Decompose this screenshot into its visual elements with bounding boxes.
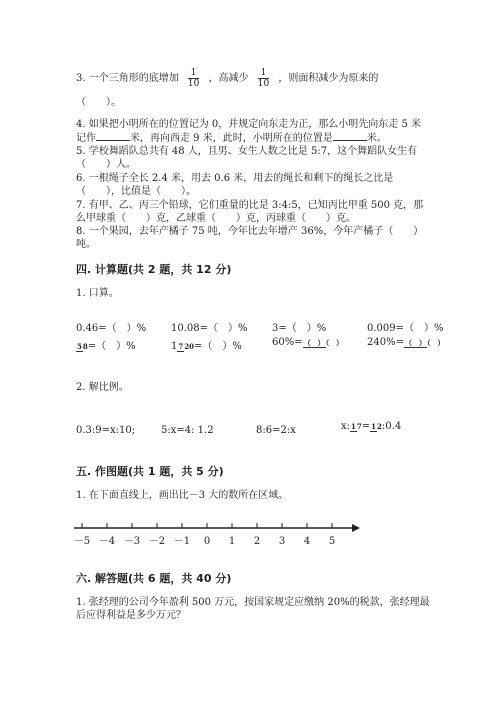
tick-label: 5	[328, 536, 336, 547]
tick-label: －4	[98, 536, 116, 547]
tick-label: －2	[148, 536, 166, 547]
q8-line-2: 吨。	[76, 239, 96, 250]
oral-calc-fraction-2: 1720=（ ）%	[171, 341, 242, 352]
calc-2-title: 2. 解比例。	[76, 382, 129, 393]
tick-label: 3	[278, 536, 286, 547]
oral-calc-item: 10.08=（ ）%	[171, 323, 248, 334]
q5-line-2: （ ）人。	[76, 159, 136, 170]
q6-line-2: （ ），比值是（ ）。	[76, 186, 196, 197]
tick-label: －5	[73, 536, 91, 547]
section-5-heading: 五. 作图题(共 1 题，共 5 分)	[76, 465, 224, 478]
calc-1-title: 1. 口算。	[76, 288, 119, 299]
section-4-heading: 四. 计算题(共 2 题，共 12 分)	[76, 263, 232, 276]
arrow-head-icon	[352, 524, 360, 532]
tick-label: －3	[123, 536, 141, 547]
q7-line-1: 7. 有甲、乙、丙三个铅球，它们重量的比是 3:4:5，已知丙比甲重 500 克，那	[76, 200, 424, 211]
q4-line-1: 4. 如果把小明所在的位置记为 0，并规定向东走为正，那么小明先向东走 5 米	[76, 119, 421, 130]
q3-text-b: ，高减少	[208, 73, 249, 84]
tick-label: 2	[253, 536, 261, 547]
blank-line	[96, 131, 130, 141]
fraction-one-tenth-2: $\frac{1}{10}$	[257, 68, 270, 89]
q3-answer-blank: （ ）。	[76, 97, 121, 108]
question-3	[76, 68, 378, 89]
section-6-heading: 六. 解答题(共 6 题，共 40 分)	[76, 572, 232, 585]
oral-calc-fraction-3: 60%=（ ）（ ）	[272, 337, 344, 348]
q3-text-c: ，则面积减少为原来的	[278, 73, 379, 84]
proportion-item-fraction: x:17=12:0.4	[341, 421, 402, 432]
q3-text-a: 3. 一个三角形的底增加	[76, 73, 179, 84]
tick-label: －1	[173, 536, 191, 547]
q7-line-2: 么甲球重（ ）克，乙球重（ ）克，丙球重（ ）克。	[76, 213, 356, 224]
oral-calc-fraction-4: 240%=（ ）（ ）	[367, 337, 445, 348]
tick-label: 1	[228, 536, 236, 547]
q4-line-2: 记作 米，再向西走 9 米，此时，小明所在的位置是 米。	[76, 133, 387, 144]
proportion-item: 0.3:9=x:10;	[76, 425, 136, 436]
proportion-item: 8:6=2:x	[256, 425, 296, 436]
tick-label: 4	[303, 536, 311, 547]
tick-label: 0	[203, 536, 211, 547]
proportion-item: 5:x=4: 1.2	[161, 425, 214, 436]
q5-line-1: 5. 学校舞蹈队总共有 48 人，且男、女生人数之比是 5:7，这个舞蹈队女生有	[76, 146, 418, 157]
number-line	[70, 518, 390, 558]
blank-line	[333, 131, 367, 141]
oral-calc-fraction-1: 58=（ ）%	[77, 341, 136, 352]
fraction-one-tenth: $\frac{1}{10}$	[187, 68, 200, 89]
solve-1-line-2: 后应得利益是多少万元？	[76, 610, 186, 621]
solve-1-line-1: 1. 张经理的公司今年盈利 500 万元，按国家规定应缴纳 20%的税款，张经理最	[76, 597, 430, 608]
oral-calc-item: 0.46=（ ）%	[76, 323, 147, 334]
oral-calc-item: 3=（ ）%	[272, 323, 327, 334]
oral-calc-item: 0.009=（ ）%	[367, 323, 444, 334]
draw-1-title: 1. 在下面直线上，画出比－3 大的数所在区域。	[76, 490, 289, 501]
q8-line-1: 8. 一个果园，去年产橘子 75 吨，今年比去年增产 36%，今年产橘子（ ）	[76, 226, 424, 237]
q6-line-1: 6. 一根绳子全长 2.4 米，用去 0.6 米，用去的绳长和剩下的绳长之比是	[76, 173, 394, 184]
